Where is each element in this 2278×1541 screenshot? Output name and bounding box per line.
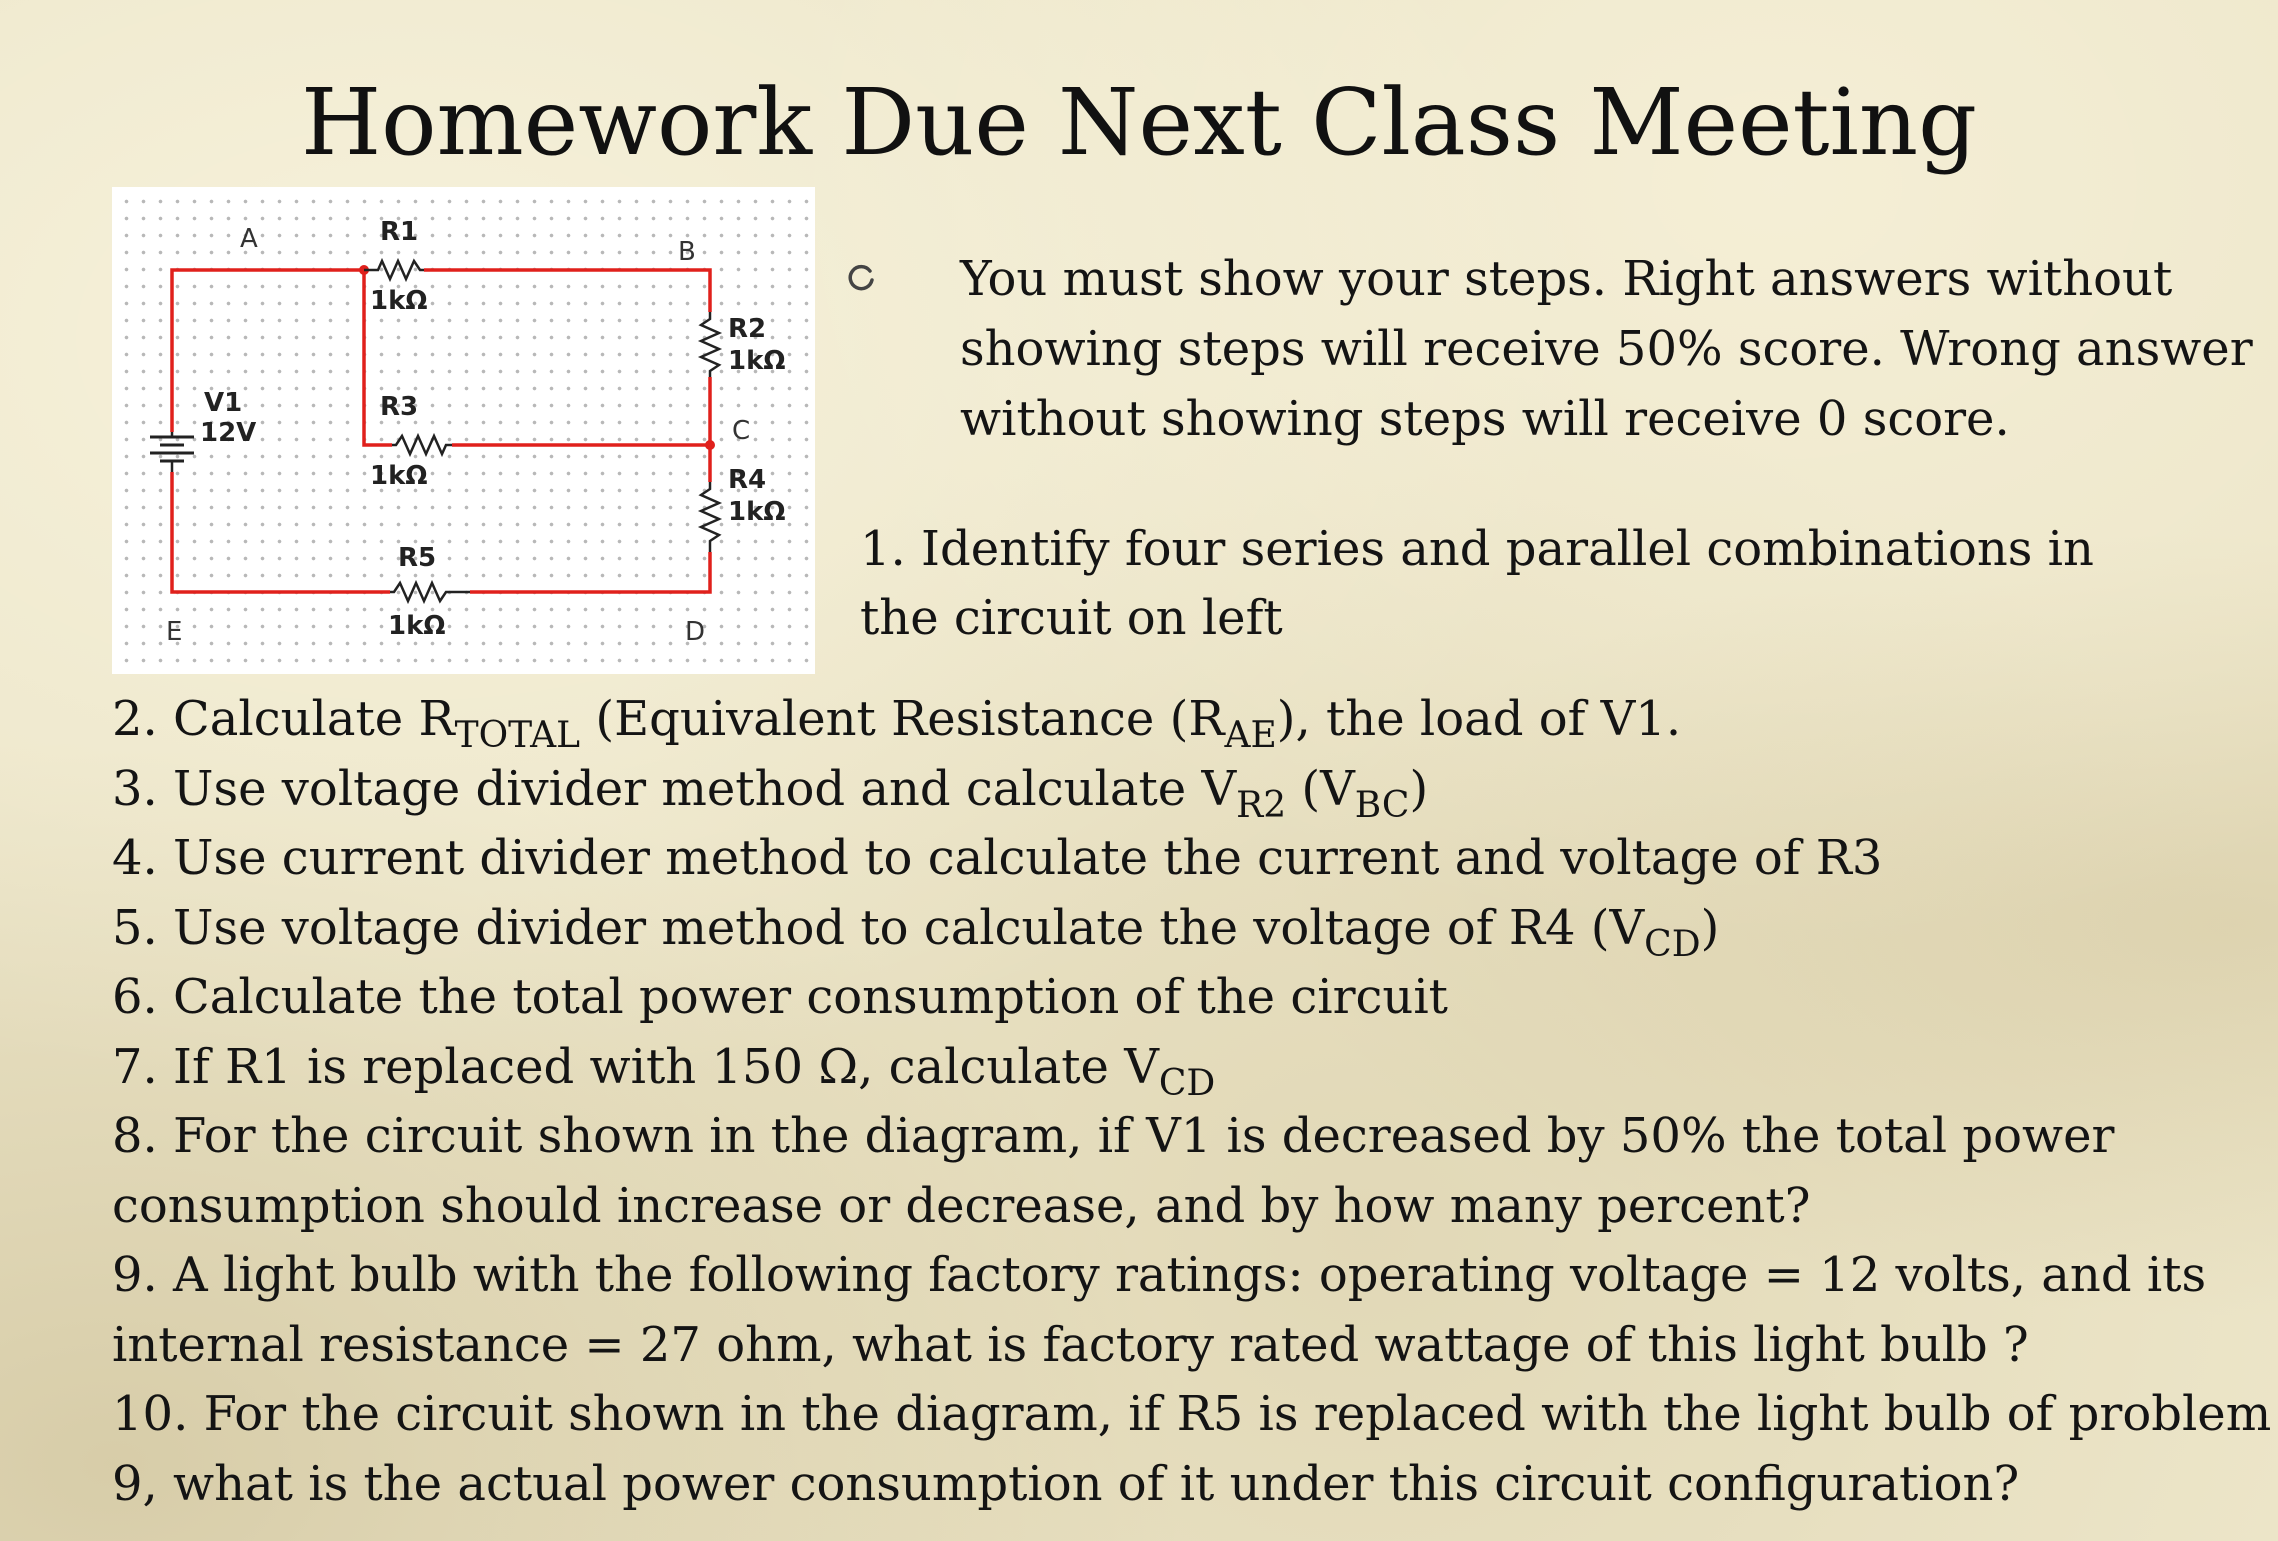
battery-v1-symbol [150,432,194,472]
r3-name: R3 [380,392,419,422]
node-a-label: A [240,224,258,254]
question-2: 2. Calculate $R_{TOTAL}$ (Equivalent Resistance $(R_{AE})$, the load of V1. [112,691,1682,756]
question-10-line-2: 9, what is the actual power consumption of it under this circuit configuration? [112,1455,2020,1512]
node-b-label: B [678,237,696,267]
resistor-r5-symbol [390,583,470,601]
question-8-line-1: 8. For the circuit shown in the diagram, if V1 is decreased by 50% the total power [112,1108,2115,1164]
question-4: 4. Use current divider method to calculate the current and voltage of R3 [112,830,1883,886]
node-d-label: D [685,617,706,647]
resistor-r2-symbol [701,312,719,377]
question-9-line-2: internal resistance = 27 ohm, what is factory rated wattage of this light bulb ? [112,1316,2029,1373]
wire-r5-to-e [172,582,390,592]
r3-value: 1kΩ [370,461,428,491]
r4-name: R4 [728,465,767,495]
question-10-line-1: 10. For the circuit shown in the diagram, if R5 is replaced with the light bulb of problem [112,1386,2272,1442]
r5-value: 1kΩ [388,611,446,641]
resistor-r4-symbol [701,482,719,552]
r2-value: 1kΩ [728,346,786,376]
question-3: 3. Use voltage divider method and calculate $V_{R2}$ $(V_{BC})$ [112,760,1429,826]
question-6: 6. Calculate the total power consumption of the circuit [112,969,1448,1025]
circuit-schematic [112,187,815,674]
node-e-label: E [166,617,183,647]
r4-value: 1kΩ [728,497,786,527]
circuit-diagram [112,187,815,674]
instructions-text: You must show your steps. Right answers without showing steps will receive 50% score. Wrong answer without showing steps will receive 0 score. [960,251,2253,447]
question-7: 7. If R1 is replaced with 150 Ω, calculate $V_{CD}$ [112,1038,1216,1104]
question-1: 1. Identify four series and parallel combinations in the circuit on left [860,521,2094,646]
question-9-line-1: 9. A light bulb with the following factory ratings: operating voltage = 12 volts, and its [112,1247,2207,1303]
question-5: 5. Use voltage divider method to calculate the voltage of R4 $(V_{CD})$ [112,899,1720,965]
r1-value: 1kΩ [370,286,428,316]
wire-r4-to-r5 [470,552,710,592]
r5-name: R5 [398,543,437,573]
wire-battery-to-r1 [172,270,364,432]
wire-r1-to-r2 [424,270,710,312]
node-c-label: C [732,416,751,446]
v1-name: V1 [204,388,243,418]
v1-value: 12V [200,418,257,448]
r1-name: R1 [380,217,419,247]
resistor-r3-symbol [392,436,452,454]
slide-title: Homework Due Next Class Meeting [300,69,1978,176]
resistor-r1-symbol [364,261,424,279]
hollow-circle-bullet-icon [848,264,876,292]
junction-dot [705,440,715,450]
question-8-line-2: consumption should increase or decrease, and by how many percent? [112,1177,1811,1234]
question-list [112,685,2272,1519]
r2-name: R2 [728,314,767,344]
